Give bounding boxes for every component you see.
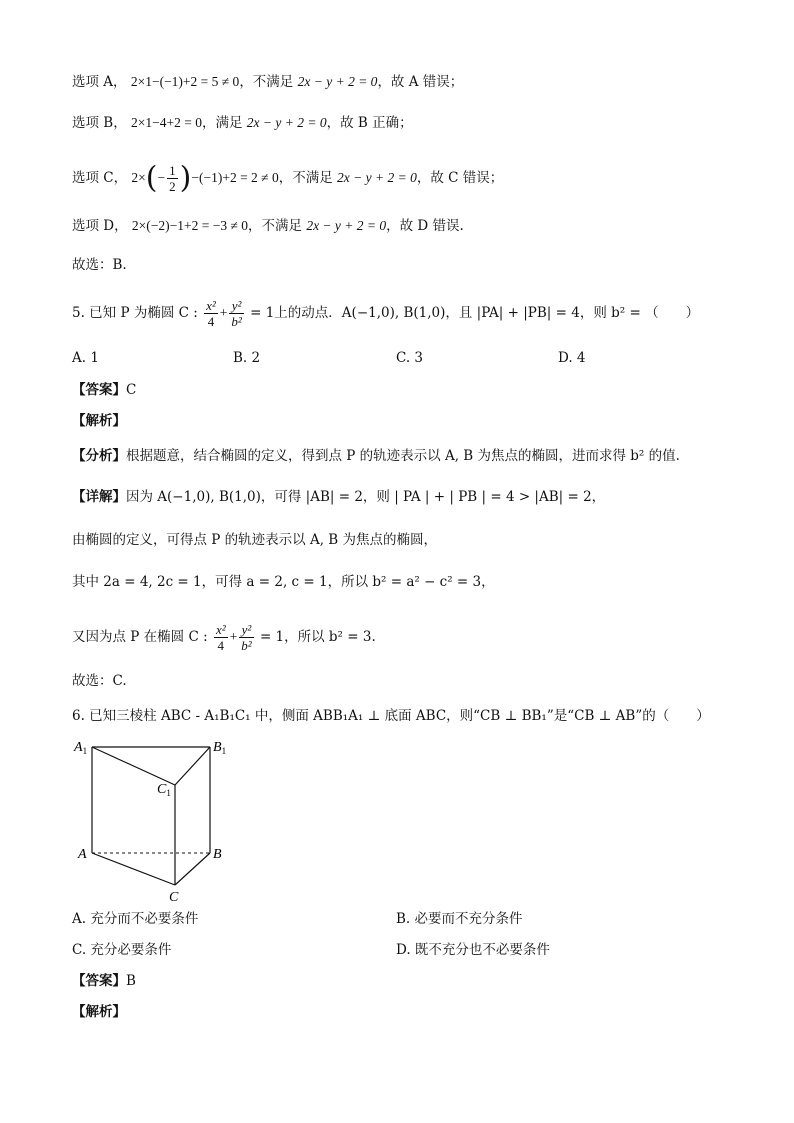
q5-line4-frac-x-den: 4 xyxy=(217,638,225,653)
q5-option-a: A. 1 xyxy=(72,350,99,366)
q6-option-c: C. 充分必要条件 xyxy=(72,942,172,958)
option-c-mid: ，不满足 xyxy=(278,170,333,186)
q5-answer-tag: 【答案】 xyxy=(72,382,126,398)
label-b: B xyxy=(213,847,222,862)
option-c-suffix: ，故 C 错误； xyxy=(416,170,504,186)
label-a1: $A_1$ xyxy=(74,740,88,756)
option-c-expr-post: −(−1)+2 = 2 ≠ 0 xyxy=(191,170,279,185)
q5-lead: 5. 已知 P 为椭圆 C : xyxy=(72,305,198,321)
q5-fenxi-text: 根据题意，结合椭圆的定义，得到点 P 的轨迹表示以 A, B 为焦点的椭圆，进而求得 b² 的值. xyxy=(126,448,680,464)
q5-analysis-label: 【解析】 xyxy=(72,413,126,429)
option-a-expr: 2×1−(−1)+2 = 5 ≠ 0 xyxy=(130,74,240,89)
label-c1: $C_1$ xyxy=(157,782,171,798)
q6-analysis-label: 【解析】 xyxy=(72,1004,126,1020)
option-b-suffix: ，故 B 正确； xyxy=(326,115,413,131)
q5-option-d: D. 4 xyxy=(558,350,586,366)
q6-stem: 6. 已知三棱柱 ABC - A₁B₁C₁ 中，侧面 ABB₁A₁ ⊥ 底面 ABC，则“CB ⊥ BB₁”是“CB ⊥ AB”的（ ） xyxy=(72,708,710,724)
option-c-eq: 2x − y + 2 = 0 xyxy=(337,170,417,185)
q5-option-b: B. 2 xyxy=(233,350,261,366)
prism-diagram xyxy=(70,735,250,905)
option-d-prefix: 选项 D， xyxy=(72,218,128,234)
q5-frac-y-den: b² xyxy=(231,314,242,329)
option-b-expr: 2×1−4+2 = 0 xyxy=(131,115,202,130)
q6-answer-line xyxy=(72,971,136,991)
q5-line4-frac-y xyxy=(239,622,253,653)
option-a-line xyxy=(72,72,463,92)
q5-line3: 其中 2a = 4, 2c = 1，可得 a = 2, c = 1，所以 b² = a² − c² = 3， xyxy=(72,574,495,590)
option-b-mid: ，满足 xyxy=(201,115,243,131)
q5-line4-plus: + xyxy=(229,629,238,644)
label-c: C xyxy=(169,890,179,905)
label-a: A xyxy=(78,847,87,862)
option-c-expr-pre: 2× xyxy=(131,170,146,185)
label-b1: $B_1$ xyxy=(213,740,227,756)
option-c-prefix: 选项 C， xyxy=(72,170,128,186)
q5-frac-x xyxy=(204,298,218,329)
left-paren: ( xyxy=(145,160,158,196)
edge-a-c xyxy=(92,853,175,885)
option-d-expr: 2×(−2)−1+2 = −3 ≠ 0 xyxy=(131,218,249,233)
q5-analysis-tag xyxy=(72,411,126,431)
q5-stem xyxy=(72,298,699,329)
q6-answer-tag: 【答案】 xyxy=(72,973,126,989)
q5-xiangjie-tag: 【详解】 xyxy=(72,489,126,505)
frac-numerator: 1 xyxy=(169,163,176,178)
option-b-prefix: 选项 B， xyxy=(72,115,127,131)
q5-line4-rest: = 1，所以 b² = 3. xyxy=(259,629,376,645)
q5-line4-frac-x-num: x² xyxy=(215,622,226,637)
option-d-suffix: ，故 D 错误. xyxy=(386,218,464,234)
q5-choose: 故选：C. xyxy=(72,673,127,689)
right-paren: ) xyxy=(179,160,192,196)
q5-frac-x-den: 4 xyxy=(207,314,215,329)
q5-fenxi-line xyxy=(72,446,680,466)
q5-fenxi-tag: 【分析】 xyxy=(72,448,126,464)
q6-analysis-tag xyxy=(72,1002,126,1022)
option-a-suffix: ，故 A 错误； xyxy=(377,74,464,90)
q5-answer-line xyxy=(72,380,136,400)
q6-option-d: D. 既不充分也不必要条件 xyxy=(396,942,550,958)
q6-answer: B xyxy=(126,973,136,989)
q6-option-b: B. 必要而不充分条件 xyxy=(396,911,523,927)
option-b-eq: 2x − y + 2 = 0 xyxy=(246,115,327,130)
option-d-eq: 2x − y + 2 = 0 xyxy=(306,218,387,233)
q5-option-c: C. 3 xyxy=(396,350,424,366)
option-c-line: 选项 C， 2×(− $\frac{1}{2}$ )−(−1)+2 = 2 ≠ 0，不满足 2x − y + 2 = 0，故 C 错误； xyxy=(72,160,504,196)
option-a-eq: 2x − y + 2 = 0 xyxy=(297,74,378,89)
q5-plus: + xyxy=(219,305,228,320)
edge-b1-c1 xyxy=(175,747,210,785)
q5-xiangjie-text: 因为 A(−1,0), B(1,0)，可得 |AB| = 2，则 | PA | + | PB | = 4 > |AB| = 2， xyxy=(126,489,606,505)
q5-line2: 由椭圆的定义，可得点 P 的轨迹表示以 A, B 为焦点的椭圆， xyxy=(72,532,438,548)
q5-frac-y-num: y² xyxy=(229,298,243,314)
q5-rest: = 1上的动点．A(−1,0), B(1,0)，且 |PA| + |PB| = 4，则 b² = （ ） xyxy=(250,305,700,321)
q5-line4-frac-y-num: y² xyxy=(239,622,253,638)
option-a-prefix: 选项 A， xyxy=(72,74,127,90)
option-c-fraction xyxy=(167,163,178,194)
option-d-line xyxy=(72,216,464,236)
edge-b-c xyxy=(175,853,210,885)
q6-option-a: A. 充分而不必要条件 xyxy=(72,911,199,927)
option-d-mid: ，不满足 xyxy=(248,218,303,234)
q5-xiangjie-line xyxy=(72,487,605,507)
frac-denominator: 2 xyxy=(169,179,176,194)
q5-line4-lead: 又因为点 P 在椭圆 C : xyxy=(72,629,208,645)
q5-line4-frac-y-den: b² xyxy=(241,638,252,653)
choose-b-line: 故选：B. xyxy=(72,257,127,273)
q5-frac-x-num: x² xyxy=(206,298,216,313)
option-a-mid: ，不满足 xyxy=(239,74,294,90)
option-b-line xyxy=(72,113,413,133)
q5-line4-frac-x xyxy=(214,622,228,653)
q5-line4 xyxy=(72,622,376,653)
q5-frac-y xyxy=(229,298,243,329)
q5-answer: C xyxy=(126,382,137,398)
edge-a1-c1 xyxy=(92,747,175,785)
